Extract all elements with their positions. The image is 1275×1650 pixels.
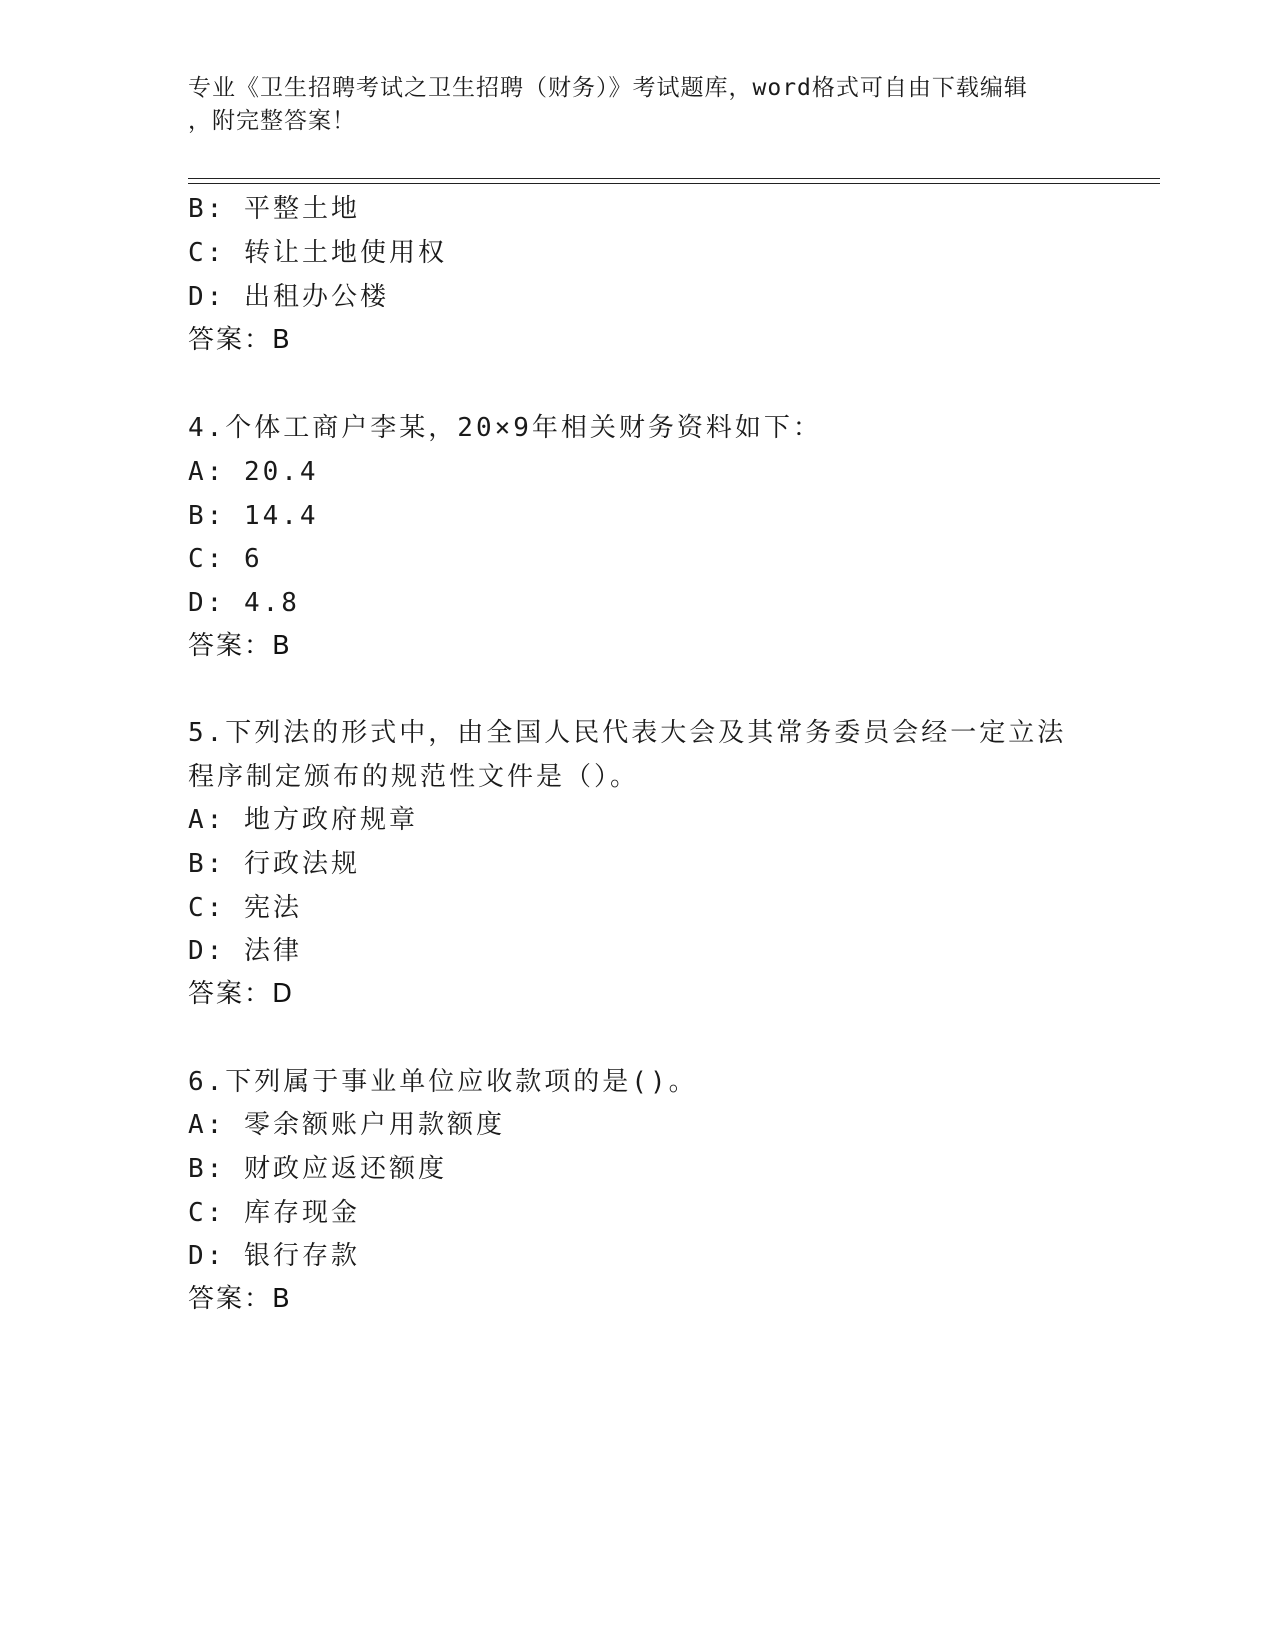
header-title-line-1: 专业《卫生招聘考试之卫生招聘（财务）》考试题库，word格式可自由下载编辑 [188, 75, 1028, 101]
q6-option-d: D: 银行存款 [188, 1241, 360, 1271]
q4-answer: 答案：B [188, 631, 292, 661]
q4-option-c: C: 6 [188, 544, 263, 574]
q6-answer: 答案：B [188, 1284, 292, 1314]
q3-answer: 答案：B [188, 325, 292, 355]
header-rule-bottom [188, 183, 1160, 184]
q6-option-c: C: 库存现金 [188, 1198, 360, 1228]
q3-option-b: B: 平整土地 [188, 194, 360, 224]
q4-option-b: B: 14.4 [188, 501, 319, 531]
q3-option-d: D: 出租办公楼 [188, 282, 389, 312]
q4-stem: 4.个体工商户李某，20×9年相关财务资料如下： [188, 413, 822, 443]
q5-stem-line-1: 5.下列法的形式中，由全国人民代表大会及其常务委员会经一定立法 [188, 718, 1067, 748]
header-title-line-2: ，附完整答案！ [188, 108, 356, 134]
q5-option-c: C: 宪法 [188, 893, 302, 923]
q5-option-b: B: 行政法规 [188, 849, 360, 879]
q5-option-d: D: 法律 [188, 936, 302, 966]
q5-stem-line-2: 程序制定颁布的规范性文件是（）。 [188, 762, 640, 792]
q6-option-b: B: 财政应返还额度 [188, 1154, 447, 1184]
q5-answer: 答案：D [188, 979, 295, 1009]
q3-option-c: C: 转让土地使用权 [188, 238, 447, 268]
header-rule-top [188, 178, 1160, 179]
q6-option-a: A: 零余额账户用款额度 [188, 1110, 505, 1140]
q6-stem: 6.下列属于事业单位应收款项的是()。 [188, 1067, 698, 1097]
q4-option-a: A: 20.4 [188, 457, 319, 487]
q5-option-a: A: 地方政府规章 [188, 805, 418, 835]
q4-option-d: D: 4.8 [188, 588, 300, 618]
document-header [188, 72, 1088, 138]
